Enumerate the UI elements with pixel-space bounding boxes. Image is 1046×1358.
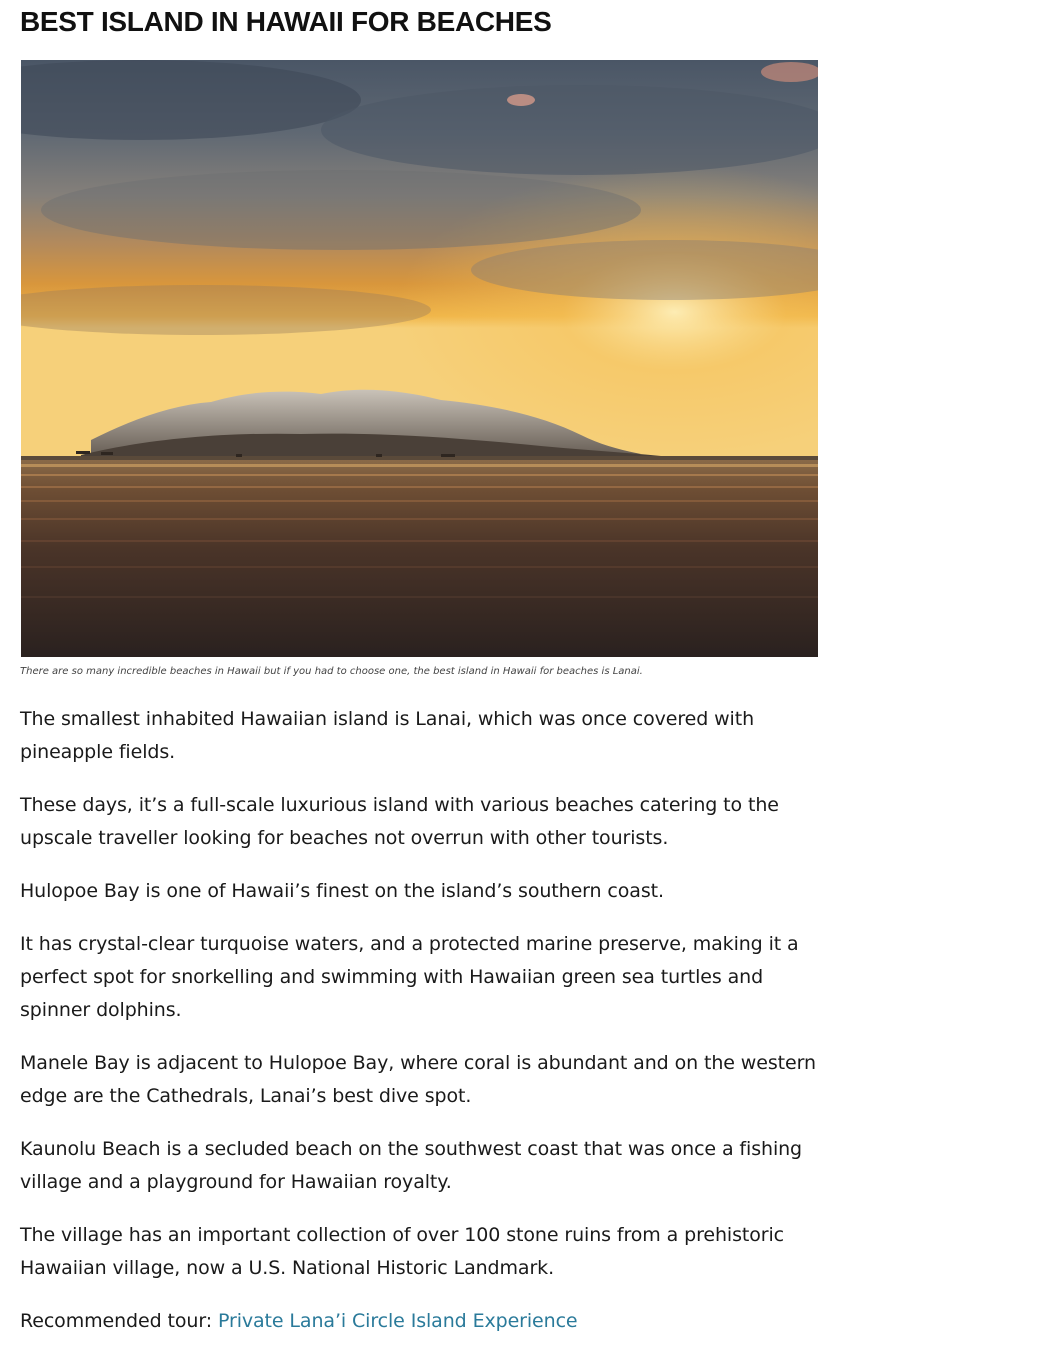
paragraph: These days, it’s a full-scale luxurious island with various beaches catering to the upscale traveller looking for beaches not overrun with other tourists.	[20, 794, 779, 849]
sunset-photo	[21, 60, 818, 657]
article-image	[21, 60, 818, 657]
article	[20, 0, 820, 1358]
paragraph: The smallest inhabited Hawaiian island is Lanai, which was once covered with pineapple fields.	[20, 708, 755, 763]
paragraph: It has crystal-clear turquoise waters, and a protected marine preserve, making it a perfect spot for snorkelling and swimming with Hawaiian green sea turtles and spinner dolphins.	[20, 933, 799, 1021]
recommended-tour-link[interactable]: Private Lana’i Circle Island Experience	[217, 1310, 578, 1332]
image-caption: There are so many incredible beaches in Hawaii but if you had to choose one, the best island in Hawaii for beaches is Lanai.	[20, 666, 643, 677]
recommended-tour	[20, 1305, 820, 1338]
article-body	[20, 703, 820, 1338]
paragraph: The village has an important collection of over 100 stone ruins from a prehistoric Hawaiian village, now a U.S. National Historic Landmark.	[20, 1224, 784, 1279]
article-title: BEST ISLAND IN HAWAII FOR BEACHES	[20, 6, 552, 37]
paragraph: Hulopoe Bay is one of Hawaii’s finest on the island’s southern coast.	[20, 880, 664, 902]
paragraph: Kaunolu Beach is a secluded beach on the southwest coast that was once a fishing village and a playground for Hawaiian royalty.	[20, 1138, 803, 1193]
paragraph: Manele Bay is adjacent to Hulopoe Bay, where coral is abundant and on the western edge are the Cathedrals, Lanai’s best dive spot.	[20, 1052, 816, 1107]
recommended-tour-label: Recommended tour:	[20, 1310, 218, 1332]
